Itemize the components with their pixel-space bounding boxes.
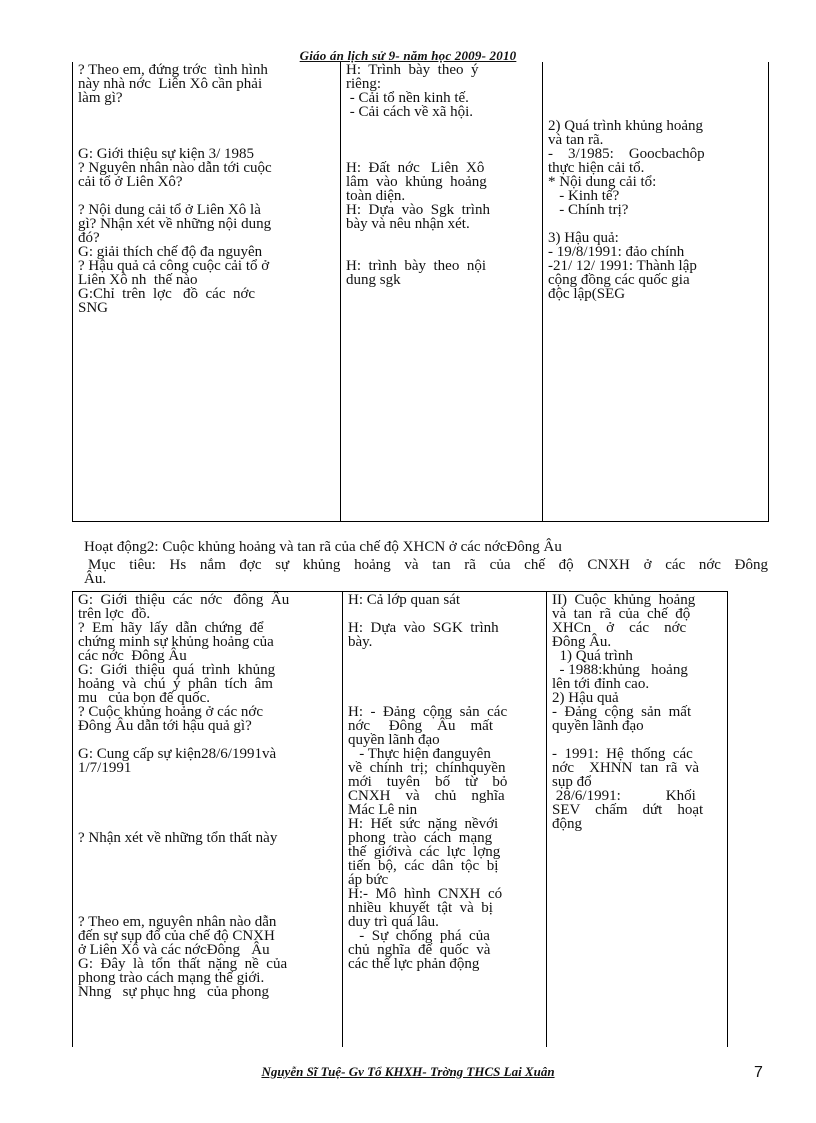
text-line: phong trào cách mạng thế giới.	[78, 970, 265, 986]
text-line: G: Giới thiệu các nớc đông Âu	[78, 592, 290, 608]
text-line	[348, 691, 541, 705]
text-line: - 19/8/1991: đảo chính	[548, 244, 685, 260]
text-line: áp bức	[348, 872, 389, 888]
text-line	[548, 91, 763, 105]
text-line: ? Em hãy lấy dẫn chứng để	[78, 620, 264, 636]
text-line: nhiều khuyết tật và bị	[348, 900, 493, 916]
text-line: ? Nguyên nhân nào dẫn tới cuộc	[78, 160, 272, 176]
text-line: về chính trị; chínhquyền	[348, 760, 506, 776]
text-line: độc lập(SEG	[548, 286, 626, 302]
text-line	[78, 873, 337, 887]
text-line: thực hiện cải tổ.	[548, 160, 645, 176]
text-line: các nớc Đông Âu	[78, 648, 187, 664]
text-line: ? Nhận xét về những tổn thất này	[78, 830, 278, 846]
text-line: đó?	[78, 230, 100, 246]
text-line: G: Cung cấp sự kiện28/6/1991và	[78, 746, 277, 762]
text-line	[348, 663, 541, 677]
text-line	[548, 63, 763, 77]
text-line: -21/ 12/ 1991: Thành lập	[548, 258, 697, 274]
text-line: G: Giới thiệu sự kiện 3/ 1985	[78, 146, 255, 162]
text-line: quyền lãnh đạo	[348, 732, 440, 748]
text-line: Nhng sự phục hng của phong	[78, 984, 270, 1000]
text-line: tiến bộ, các dân tộc bị	[348, 858, 499, 874]
text-line	[548, 105, 763, 119]
text-line: trên lợc đồ.	[78, 606, 151, 622]
text-line: làm gì?	[78, 90, 123, 106]
text-line: ? Nội dung cải tổ ở Liên Xô là	[78, 202, 261, 218]
text-line: quyền lãnh đạo	[552, 718, 644, 734]
text-line: G: Giới thiệu quá trình khủng	[78, 662, 276, 678]
student-activity-column	[341, 62, 543, 522]
text-line: bày.	[348, 634, 373, 650]
text-line: đến sự sụp đổ của chế độ CNXH	[78, 928, 275, 944]
lesson-table-part1	[72, 62, 769, 522]
text-line: H: Dựa vào SGK trình	[348, 620, 499, 636]
text-line: - 1988:khủng hoảng	[552, 662, 688, 678]
text-line: ? Theo em, đứng trớc tình hình	[78, 62, 268, 78]
text-line: sụp đổ	[552, 774, 592, 790]
text-line: - Kinh tế?	[548, 188, 620, 204]
text-line: G: Đây là tổn thất nặng nề của	[78, 956, 288, 972]
text-line: ? Cuộc khủng hoảng ở các nớc	[78, 704, 263, 720]
text-line	[346, 133, 537, 147]
text-line	[78, 817, 337, 831]
text-line	[78, 803, 337, 817]
text-line: mới tuyên bố từ bỏ	[348, 774, 508, 790]
text-line: G:Chỉ trên lợc đồ các nớc	[78, 286, 256, 302]
text-line	[78, 105, 335, 119]
text-line	[348, 677, 541, 691]
text-line: riêng:	[346, 76, 381, 92]
text-line: II) Cuộc khủng hoảng	[552, 592, 696, 608]
text-line	[78, 901, 337, 915]
text-line: Đông Âu.	[552, 634, 612, 650]
text-line: chủ nghĩa đế quốc và	[348, 942, 491, 958]
text-line: 28/6/1991: Khối	[552, 788, 696, 804]
text-line: H: - Đảng cộng sản các	[348, 704, 508, 720]
text-line	[346, 147, 537, 161]
text-line: mu của bọn đế quốc.	[78, 690, 211, 706]
text-line: ? Theo em, nguyên nhân nào dẫn	[78, 914, 277, 930]
text-line	[548, 77, 763, 91]
lesson-content-column	[547, 592, 728, 1048]
text-line: - Cải cách về xã hội.	[346, 104, 474, 120]
text-line	[78, 775, 337, 789]
text-line: H: Cả lớp quan sát	[348, 592, 461, 608]
text-line: Liên Xô nh thế nào	[78, 272, 198, 288]
activity-2-heading: Hoạt động2: Cuộc khủng hoảng và tan rã của chế độ XHCN ở các nớcĐông Âu	[84, 539, 562, 555]
text-line: - Đảng cộng sản mất	[552, 704, 692, 720]
text-line: phong trào cách mạng	[348, 830, 493, 846]
text-line: - Chính trị?	[548, 202, 629, 218]
text-line: động	[552, 816, 582, 832]
objective-line-2: Âu.	[84, 571, 107, 587]
objective-line-1: Mục tiêu: Hs nắm đợc sự khủng hoảng và tan rã của chế độ CNXH ở các nớc Đông	[88, 557, 768, 573]
text-line: - Thực hiện đanguyên	[348, 746, 491, 762]
text-line: - Cải tổ nền kinh tế.	[346, 90, 469, 106]
text-line	[78, 119, 335, 133]
teacher-activity-column	[73, 62, 341, 522]
text-line: 2) Quá trình khủng hoảng	[548, 118, 703, 134]
text-line	[346, 231, 537, 245]
lesson-content-column	[543, 62, 769, 522]
text-line: 1/7/1991	[78, 760, 132, 776]
text-line: bày và nêu nhận xét.	[346, 216, 470, 232]
text-line: - 1991: Hệ thống các	[552, 746, 693, 762]
text-line	[78, 789, 337, 803]
text-line: H: Đất nớc Liên Xô	[346, 160, 485, 176]
text-line: cải tổ ở Liên Xô?	[78, 174, 183, 190]
text-line: này nhà nớc Liên Xô cần phải	[78, 76, 263, 92]
text-line: H:- Mô hình CNXH có	[348, 886, 503, 902]
text-line: gì? Nhận xét về những nội dung	[78, 216, 272, 232]
text-line	[348, 649, 541, 663]
text-line	[78, 133, 335, 147]
text-line: toàn diện.	[346, 188, 406, 204]
text-line: và tan rã.	[548, 132, 604, 148]
text-line: H: trình bày theo nội	[346, 258, 486, 274]
text-line: các thế lực phản động	[348, 956, 480, 972]
text-line: duy trì quá lâu.	[348, 914, 439, 930]
text-line: Đông Âu dẫn tới hậu quả gì?	[78, 718, 252, 734]
text-line: lâm vào khủng hoảng	[346, 174, 487, 190]
text-line: 3) Hậu quả:	[548, 230, 619, 246]
text-line: thế giớivà các lực lợng	[348, 844, 501, 860]
text-line: H: Trình bày theo ý	[346, 62, 479, 78]
text-line: cộng đồng các quốc gia	[548, 272, 690, 288]
text-line: SNG	[78, 300, 109, 316]
text-line	[78, 189, 335, 203]
text-line: G: giải thích chế độ đa nguyên	[78, 244, 263, 260]
text-line	[78, 887, 337, 901]
page-number: 7	[754, 1064, 763, 1081]
text-line	[78, 733, 337, 747]
text-line: chứng minh sự khủng hoảng của	[78, 634, 274, 650]
activity-2-objective	[84, 558, 768, 586]
footer-author: Nguyễn Sĩ Tuệ- Gv Tổ KHXH- Trờng THCS Lai Xuân	[261, 1064, 555, 1079]
teacher-activity-column	[73, 592, 343, 1048]
text-line: - 3/1985: Goocbachôp	[548, 146, 705, 162]
text-line: - Sự chống phá của	[348, 928, 490, 944]
text-line: ở Liên Xô và các nớcĐông Âu	[78, 942, 270, 958]
text-line: nớc Đông Âu mất	[348, 718, 493, 734]
student-activity-column	[343, 592, 547, 1048]
text-line	[548, 217, 763, 231]
text-line: 1) Quá trình	[552, 648, 633, 664]
text-line: hoảng và chú ý phân tích âm	[78, 676, 273, 692]
text-line	[78, 845, 337, 859]
page-header-title: Giáo án lịch sử 9- năm học 2009- 2010	[299, 48, 517, 63]
text-line: SEV chấm dứt hoạt	[552, 802, 704, 818]
text-line: * Nội dung cải tổ:	[548, 174, 657, 190]
text-line	[552, 733, 722, 747]
text-line: 2) Hậu quả	[552, 690, 619, 706]
text-line: XHCn ở các nớc	[552, 620, 687, 636]
text-line: lên tới đỉnh cao.	[552, 676, 650, 692]
text-line: H: Dựa vào Sgk trình	[346, 202, 490, 218]
text-line: và tan rã của chế độ	[552, 606, 691, 622]
text-line	[78, 859, 337, 873]
text-line: nớc XHNN tan rã và	[552, 760, 700, 776]
text-line	[348, 607, 541, 621]
text-line: ? Hậu quả cả công cuộc cải tổ ở	[78, 258, 270, 274]
lesson-table-part2	[72, 591, 728, 1047]
text-line: CNXH và chủ nghĩa	[348, 788, 505, 804]
text-line	[346, 245, 537, 259]
text-line: H: Hết sức nặng nềvới	[348, 816, 499, 832]
text-line	[346, 119, 537, 133]
text-line: dung sgk	[346, 272, 401, 288]
text-line: Mác Lê nin	[348, 802, 418, 818]
